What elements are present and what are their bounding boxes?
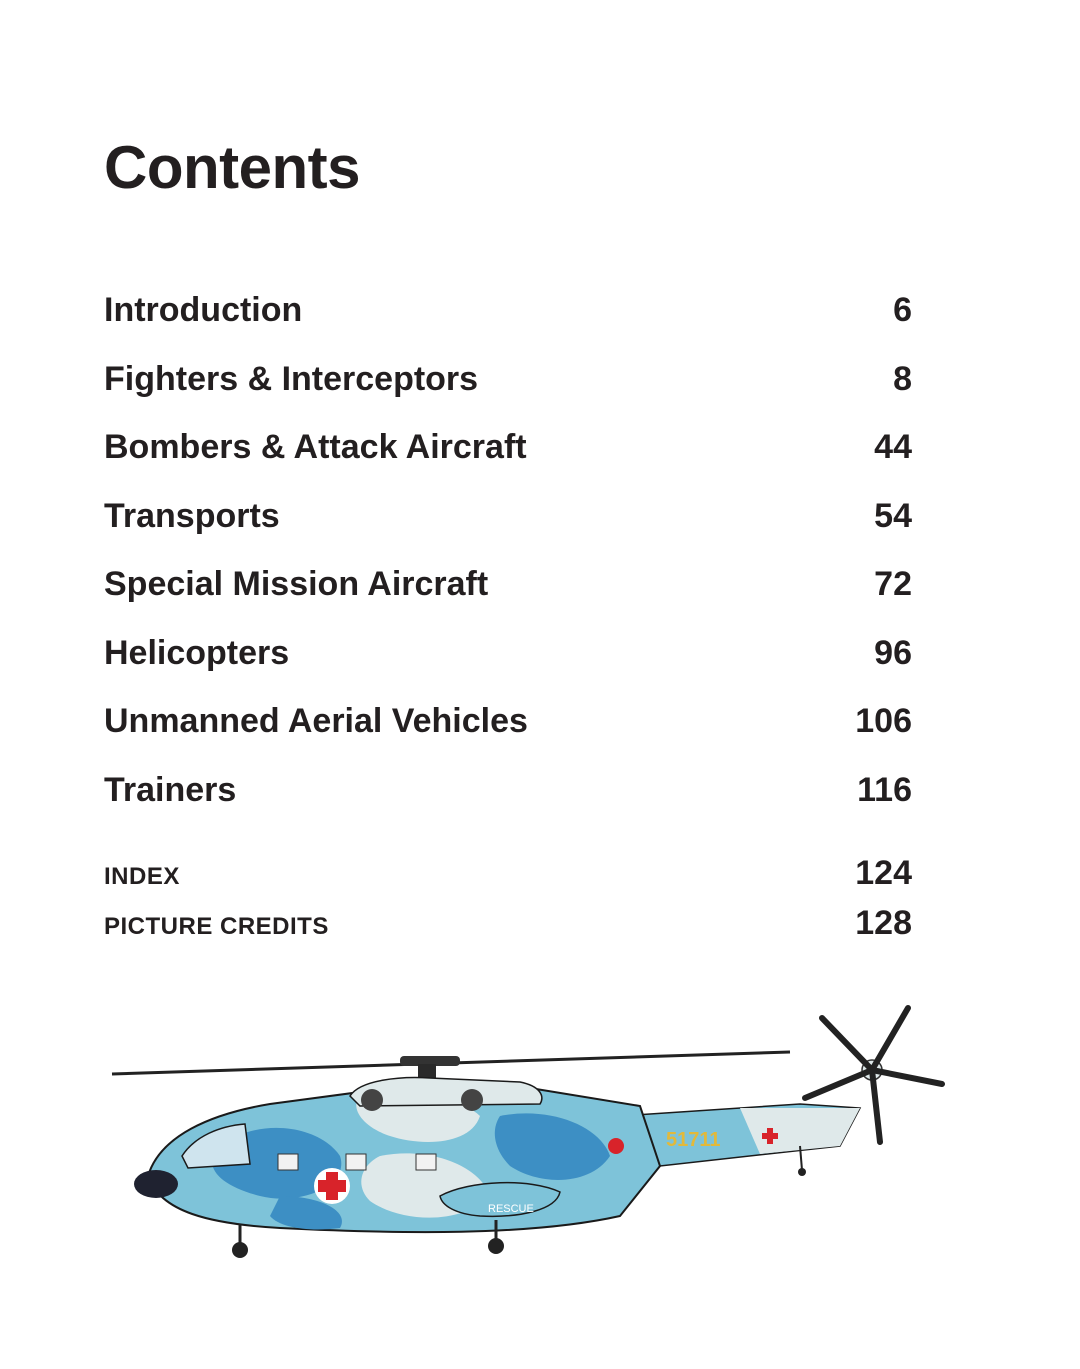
serial-number: 51711: [666, 1129, 721, 1151]
cabin-window: [278, 1154, 298, 1170]
toc-entry-page-number: 128: [855, 904, 912, 942]
toc-entry-label: Trainers: [104, 770, 237, 809]
toc-entry-trainers[interactable]: [104, 764, 912, 833]
cabin-window: [416, 1154, 436, 1170]
toc-entry-page-number: 44: [874, 428, 912, 466]
toc-entry-label: PICTURE CREDITS: [104, 913, 329, 940]
toc-entry-label: Introduction: [104, 291, 303, 329]
toc-entry-label: INDEX: [104, 863, 180, 890]
helicopter-drawing: [100, 996, 960, 1276]
toc-entry-label: Fighters & Interceptors: [104, 359, 479, 398]
toc-entry-special-mission-aircraft[interactable]: [104, 558, 912, 627]
engine-intake: [361, 1089, 383, 1111]
toc-entry-page-number: 106: [855, 702, 912, 740]
toc-entry-helicopters[interactable]: [104, 627, 912, 696]
rescue-marking: RESCUE: [488, 1203, 534, 1215]
toc-entry-page-number: 124: [855, 854, 912, 892]
toc-entry-page-number: 8: [893, 359, 912, 398]
back-matter-list: [104, 850, 912, 950]
toc-entry-page-number: 6: [893, 291, 912, 329]
toc-entry-transports[interactable]: [104, 490, 912, 559]
toc-entry-fighters-interceptors[interactable]: [104, 353, 912, 422]
toc-entry-index[interactable]: [104, 850, 912, 900]
toc-entry-unmanned-aerial-vehicles[interactable]: [104, 695, 912, 764]
table-of-contents: [104, 284, 912, 832]
red-cross-marking: [314, 1168, 350, 1204]
engine-intake: [461, 1089, 483, 1111]
toc-entry-label: Transports: [104, 496, 280, 535]
toc-entry-page-number: 72: [874, 565, 912, 603]
toc-entry-bombers-attack-aircraft[interactable]: [104, 421, 912, 490]
page-title: Contents: [104, 134, 360, 201]
toc-entry-label: Bombers & Attack Aircraft: [104, 428, 527, 466]
toc-entry-label: Unmanned Aerial Vehicles: [104, 702, 528, 740]
toc-entry-label: Helicopters: [104, 633, 290, 672]
toc-entry-page-number: 54: [874, 496, 912, 535]
toc-entry-picture-credits[interactable]: [104, 900, 912, 950]
cabin-window: [346, 1154, 366, 1170]
star-insignia: [608, 1138, 624, 1154]
toc-entry-label: Special Mission Aircraft: [104, 565, 489, 603]
helicopter-illustration: [100, 996, 960, 1276]
toc-entry-introduction[interactable]: [104, 284, 912, 353]
toc-entry-page-number: 96: [874, 633, 912, 672]
nose-radome: [134, 1170, 178, 1198]
toc-entry-page-number: 116: [857, 770, 912, 809]
